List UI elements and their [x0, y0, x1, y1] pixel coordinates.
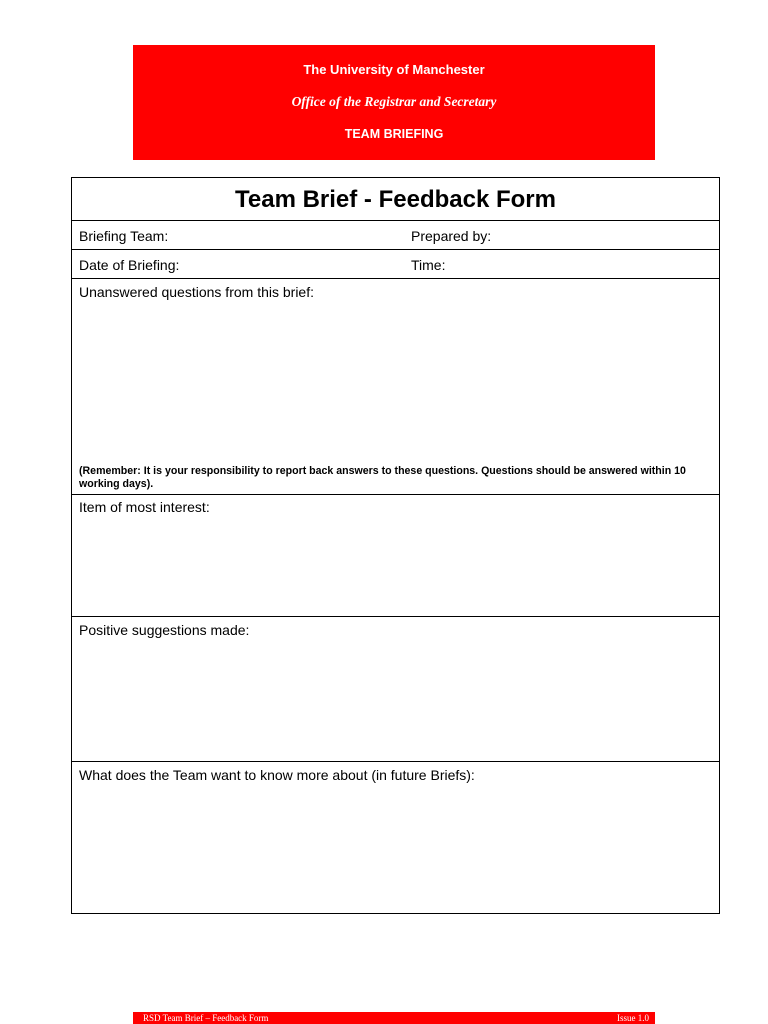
unanswered-questions-label: Unanswered questions from this brief: [79, 284, 314, 300]
row-team-prepared [72, 221, 719, 250]
briefing-team-label: Briefing Team: [79, 228, 169, 244]
office-name: Office of the Registrar and Secretary [291, 94, 497, 109]
university-name: The University of Manchester [303, 62, 485, 77]
section-unanswered-questions [72, 279, 719, 495]
briefing-label: TEAM BRIEFING [344, 127, 444, 141]
time-label: Time: [411, 257, 446, 273]
prepared-by-label: Prepared by: [411, 228, 492, 244]
section-future-briefs [72, 762, 719, 913]
positive-suggestions-label: Positive suggestions made: [79, 622, 250, 638]
footer-document-name: RSD Team Brief – Feedback Form [143, 1013, 269, 1023]
future-briefs-label: What does the Team want to know more about (in future Briefs): [79, 767, 475, 783]
section-item-of-interest [72, 495, 719, 617]
row-date-time [72, 250, 719, 279]
footer-issue: Issue 1.0 [617, 1013, 649, 1023]
feedback-form [71, 177, 720, 914]
form-title: Team Brief - Feedback Form [72, 178, 719, 221]
date-of-briefing-label: Date of Briefing: [79, 257, 180, 273]
section-positive-suggestions [72, 617, 719, 762]
header-banner [133, 45, 655, 160]
footer-bar [133, 1012, 655, 1024]
reminder-note: (Remember: It is your responsibility to report back answers to these questions. Questions should be answered within 10 working days). [79, 465, 686, 490]
item-of-interest-label: Item of most interest: [79, 499, 210, 515]
